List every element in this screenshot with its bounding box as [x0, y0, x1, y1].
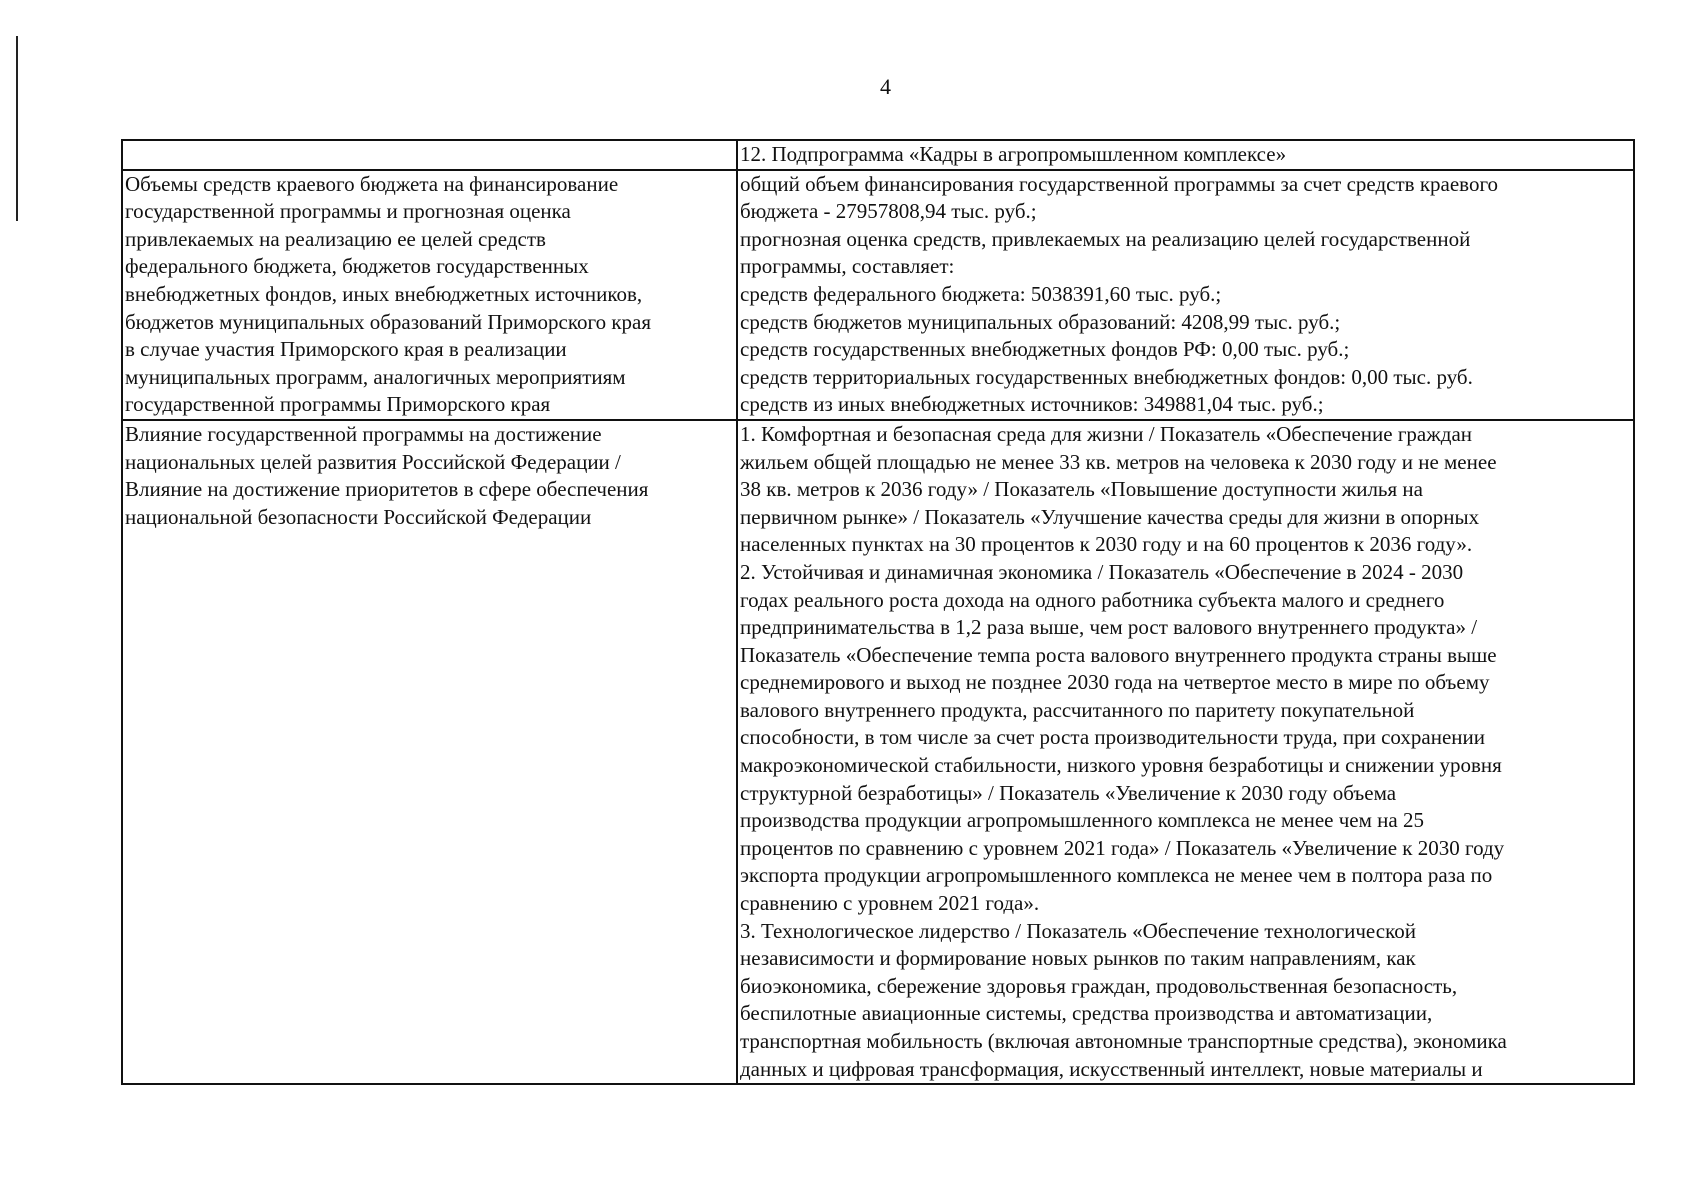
text-line: 2. Устойчивая и динамичная экономика / Показатель «Обеспечение в 2024 - 2030 — [740, 559, 1464, 584]
subprogram-title-cell: 12. Подпрограмма «Кадры в агропромышленном комплексе» — [737, 140, 1634, 170]
text-line: транспортная мобильность (включая автономные транспортные средства), экономика — [740, 1029, 1507, 1053]
text-line: беспилотные авиационные системы, средства производства и автоматизации, — [740, 1001, 1433, 1026]
text-line: средств федерального бюджета: 5038391,60 тыс. руб.; — [740, 281, 1222, 306]
margin-line — [16, 36, 18, 221]
text-line: национальной безопасности Российской Федерации — [125, 504, 592, 529]
text-line: годах реального роста дохода на одного работника субъекта малого и среднего — [740, 587, 1445, 612]
text-line: программы, составляет: — [740, 254, 955, 279]
text-line: способности, в том числе за счет роста производительности труда, при сохранении — [740, 725, 1486, 750]
financing-label-cell — [122, 170, 737, 420]
text-line: Объемы средств краевого бюджета на финансирование — [125, 171, 619, 196]
page-number: 4 — [880, 74, 891, 99]
text-line: средств из иных внебюджетных источников: 349881,04 тыс. руб.; — [740, 392, 1324, 417]
text-line: процентов по сравнению с уровнем 2021 года» / Показатель «Увеличение к 2030 году — [740, 835, 1505, 860]
text-line: Влияние государственной программы на достижение — [125, 421, 602, 446]
passport-table — [121, 139, 1635, 1085]
text-line: первичном рынке» / Показатель «Улучшение качества среды для жизни в опорных — [740, 504, 1480, 529]
text-line: производства продукции агропромышленного комплекса не менее чем на 25 — [740, 808, 1424, 833]
text-line: прогнозная оценка средств, привлекаемых на реализацию целей государственной — [740, 226, 1471, 251]
text-line: общий объем финансирования государственной программы за счет средств краевого — [740, 171, 1499, 196]
text-line: экспорта продукции агропромышленного комплекса не менее чем в полтора раза по — [740, 863, 1493, 888]
text-line: независимости и формирование новых рынков по таким направлениям, как — [740, 946, 1416, 971]
text-line: средств бюджетов муниципальных образований: 4208,99 тыс. руб.; — [740, 309, 1341, 334]
text-line: населенных пунктах на 30 процентов к 2030 году и на 60 процентов к 2036 году». — [740, 532, 1473, 557]
text-line: макроэкономической стабильности, низкого уровня безработицы и снижении уровня — [740, 753, 1502, 778]
text-line: средств государственных внебюджетных фондов РФ: 0,00 тыс. руб.; — [740, 337, 1350, 362]
text-line: государственной программы Приморского края — [125, 392, 551, 417]
text-line: бюджетов муниципальных образований Приморского края — [125, 309, 652, 334]
text-line: 38 кв. метров к 2036 году» / Показатель «Повышение доступности жилья на — [740, 477, 1423, 502]
text-line: 3. Технологическое лидерство / Показатель «Обеспечение технологической — [740, 918, 1416, 943]
text-line: Показатель «Обеспечение темпа роста валового внутреннего продукта страны выше — [740, 642, 1497, 667]
national-goals-label-cell — [122, 420, 737, 1084]
table-row-national-goals — [122, 420, 1634, 1084]
table-row-header — [122, 140, 1634, 170]
text-line: государственной программы и прогнозная оценка — [125, 199, 571, 224]
text-line: федерального бюджета, бюджетов государственных — [125, 254, 589, 279]
text-line: сравнению с уровнем 2021 года». — [740, 891, 1040, 916]
text-line: внебюджетных фондов, иных внебюджетных источников, — [125, 281, 643, 306]
text-line: Влияние на достижение приоритетов в сфере обеспечения — [125, 477, 649, 502]
text-line: среднемирового и выход не позднее 2030 года на четвертое место в мире по объему — [740, 670, 1490, 695]
header-left-cell — [122, 140, 737, 170]
text-line: 1. Комфортная и безопасная среда для жизни / Показатель «Обеспечение граждан — [740, 421, 1473, 446]
text-line: предпринимательства в 1,2 раза выше, чем рост валового внутреннего продукта» / — [740, 615, 1478, 640]
text-line: структурной безработицы» / Показатель «Увеличение к 2030 году объема — [740, 780, 1397, 805]
text-line: муниципальных программ, аналогичных мероприятиям — [125, 364, 626, 389]
text-line: валового внутреннего продукта, рассчитанного по паритету покупательной — [740, 697, 1415, 722]
text-line: биоэкономика, сбережение здоровья граждан, продовольственная безопасность, — [740, 973, 1458, 998]
text-line: в случае участия Приморского края в реализации — [125, 337, 567, 362]
financing-content-cell — [737, 170, 1634, 420]
text-line: национальных целей развития Российской Федерации / — [125, 449, 621, 474]
text-line: средств территориальных государственных внебюджетных фондов: 0,00 тыс. руб. — [740, 364, 1473, 389]
text-line: жильем общей площадью не менее 33 кв. метров на человека к 2030 году и не менее — [740, 449, 1497, 474]
table-row-financing — [122, 170, 1634, 420]
text-line: бюджета - 27957808,94 тыс. руб.; — [740, 199, 1037, 224]
text-line: привлекаемых на реализацию ее целей средств — [125, 226, 546, 251]
national-goals-content-cell — [737, 420, 1634, 1084]
text-line: данных и цифровая трансформация, искусственный интеллект, новые материалы и — [740, 1056, 1483, 1081]
